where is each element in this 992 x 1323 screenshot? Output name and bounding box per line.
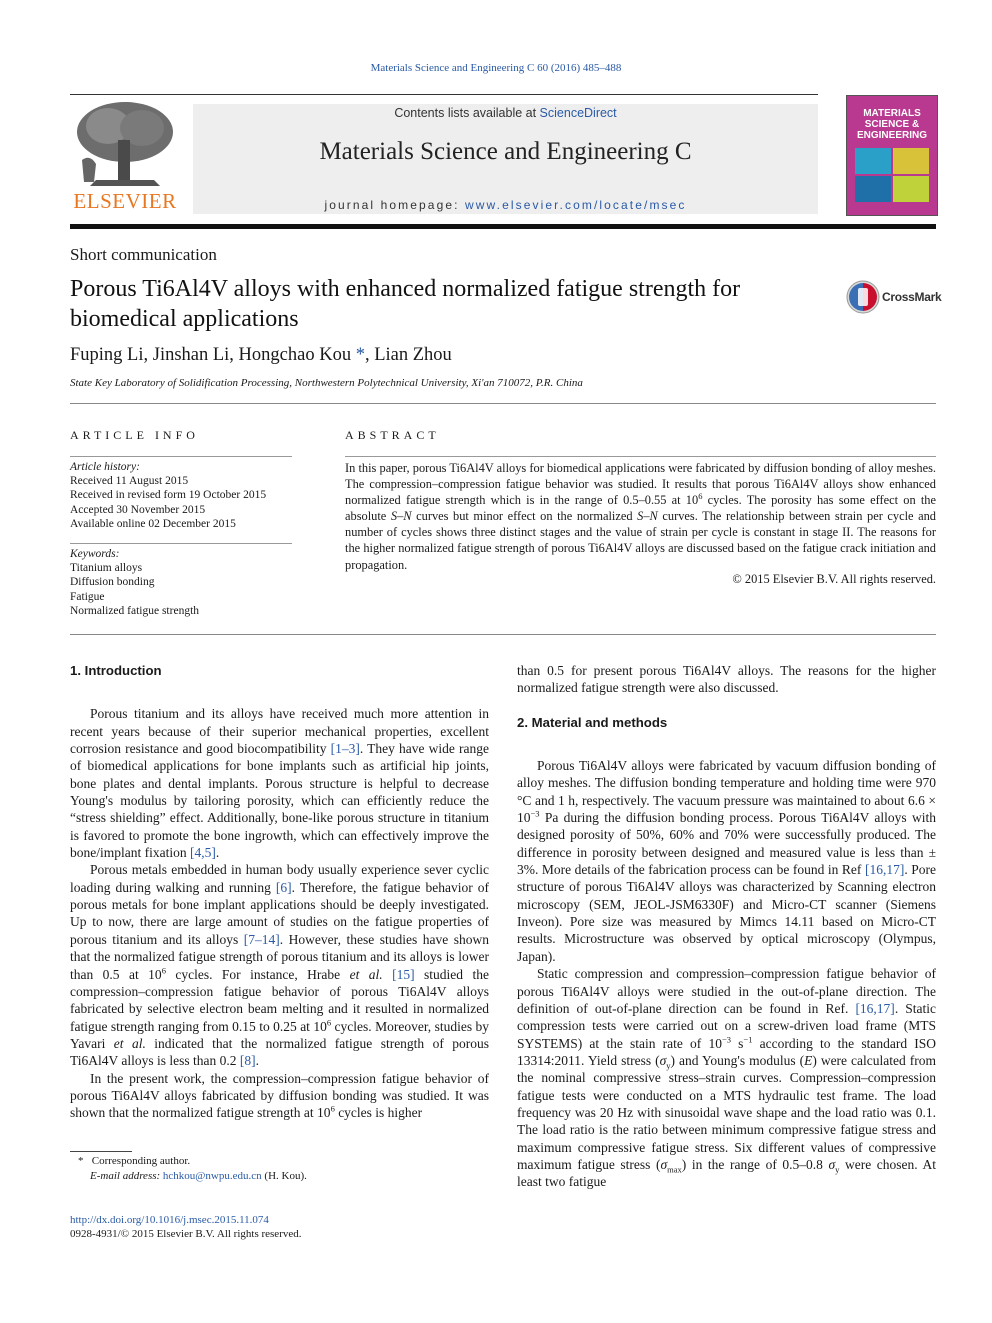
crossmark-badge[interactable] <box>846 280 942 314</box>
history-item: Accepted 30 November 2015 <box>70 503 206 516</box>
doi-link[interactable]: http://dx.doi.org/10.1016/j.msec.2015.11.074 <box>70 1214 269 1226</box>
crossmark-label: CrossMark <box>882 290 942 304</box>
body-column-right <box>517 662 936 1191</box>
citation-link[interactable]: [7–14] <box>243 931 280 947</box>
email-suffix: (H. Kou). <box>261 1170 307 1182</box>
body-column-left <box>70 662 489 1122</box>
keyword: Titanium alloys <box>70 562 143 575</box>
author-list <box>70 345 452 366</box>
citation-link[interactable]: [15] <box>392 966 415 982</box>
paragraph: than 0.5 for present porous Ti6Al4V alloys. The reasons for the higher normalized fatigue strength were also discussed. <box>517 663 936 696</box>
header-rule <box>70 94 818 95</box>
email-label: E-mail address: <box>90 1170 163 1182</box>
keyword: Fatigue <box>70 590 105 603</box>
corresponding-author-mark[interactable]: * <box>355 345 365 365</box>
journal-reference[interactable]: Materials Science and Engineering C 60 (2016) 485–488 <box>370 62 622 74</box>
paragraph: Porous Ti6Al4V alloys were fabricated by vacuum diffusion bonding of alloy meshes. The diffusion bonding temperature and holding time were 970 °C and 1 h, respectively. The vacuum pressure was maintained to about $6.6 \times 10^{-3}$ Pa during the diffusion bonding process. Porous Ti6Al4V alloys with designed porosity of 50%, 60% and 70% were successfully produced. The difference in porosity between designed and measured value is less than ± 3%. More details of the fabrication process can be found in Ref [16,17]. Pore structure of porous Ti6Al4V alloys was characterized by Scanning electron microscopy (SEM, JEOL-JSM6330F) and Micro-CT scanner (Siemens Inveon). Pore size was measured by Mimcs 14.11 based on Micro-CT results. Microstructure was observed by optical microscopy (Olympus, Japan). <box>517 758 937 964</box>
history-label: Article history: <box>70 461 140 473</box>
paragraph: Porous metals embedded in human body usually experience sever cyclic loading during walking and running [6]. Therefore, the fatigue behavior of porous metals for bone implant applications should be deeply investigated. Up to now, there are large amount of studies on the fatigue properties of porous titanium and its alloys [7–14]. However, these studies have shown that the normalized fatigue strength of porous titanium and its alloys is lower than 0.5 at $10^6$ cycles. For instance, Hrabe et al. [15] studied the compression–compression fatigue behavior of porous Ti6Al4V alloys fabricated by selective electron beam melting and it resulted in normalized fatigue strength ranging from 0.15 to 0.25 at $10^6$ cycles. Moreover, studies by Yavari et al. indicated that the normalized fatigue strength of porous Ti6Al4V alloys is less than 0.2 [8]. <box>70 862 490 1069</box>
homepage-line <box>193 198 818 212</box>
abstract-heading: ABSTRACT <box>345 428 440 442</box>
journal-name: Materials Science and Engineering C <box>319 138 692 165</box>
homepage-prefix: journal homepage: <box>324 198 465 212</box>
contents-prefix: Contents lists available at <box>394 106 540 120</box>
elsevier-tree-icon <box>70 100 180 192</box>
homepage-link[interactable]: www.elsevier.com/locate/msec <box>465 198 687 212</box>
corresponding-note: Corresponding author. <box>91 1155 191 1167</box>
authors-main: Fuping Li, Jinshan Li, Hongchao Kou <box>70 345 356 365</box>
affiliation: State Key Laboratory of Solidification Processing, Northwestern Polytechnical University, Xi'an 710072, P.R. China <box>70 377 583 389</box>
footnote-mark: * <box>78 1155 84 1167</box>
history-item: Received 11 August 2015 <box>70 475 189 488</box>
citation-link[interactable]: [8] <box>239 1053 256 1069</box>
section-heading: 1. Introduction <box>70 663 162 678</box>
keyword: Diffusion bonding <box>70 576 155 589</box>
divider <box>70 634 936 635</box>
keywords-label: Keywords: <box>70 548 120 560</box>
article-info-heading: ARTICLE INFO <box>70 428 199 442</box>
elsevier-logo <box>70 100 180 214</box>
paragraph: Porous titanium and its alloys have received much more attention in recent years because of their superior mechanical properties, excellent corrosion resistance and good biocompatibility [1–3]. They have wide range of biomedical applications for bone implants such as artificial hip joints, bone plates and dental implants. Porous structure is helpful to decrease Young's modulus by tailoring porosity, which can efficiently reduce the “stress shielding” effect. Additionally, bone-like porous structure in titanium is favored to promote the bone ingrowth, which can effectively improve the bone/implant fixation [4,5]. <box>70 706 489 861</box>
section-heading: 2. Material and methods <box>517 714 668 730</box>
issn-line: 0928-4931/© 2015 Elsevier B.V. All rights reserved. <box>70 1228 302 1240</box>
crossmark-icon <box>846 280 880 314</box>
authors-last: , Lian Zhou <box>364 345 452 365</box>
citation-link[interactable]: [1–3] <box>330 741 360 757</box>
footnote-rule <box>70 1151 132 1152</box>
divider <box>70 543 292 544</box>
email-link[interactable]: hchkou@nwpu.edu.cn <box>162 1170 262 1182</box>
abstract-text: In this paper, porous Ti6Al4V alloys for biomedical applications were fabricated by diffusion bonding of alloy meshes. The compression–compression fatigue behavior was studied. It results that porous Ti6Al4V alloys show enhanced normalized fatigue strength which is in the range of 0.5–0.55 at $10^6$ cycles. The porosity has some effect on the absolute S–N curves but minor effect on the normalized S–N curves. The relationship between strain per cycle and number of cycles shows three distinct stages and the value of strain per cycle is constant in stage II. The reasons for the higher normalized fatigue strength of porous Ti6Al4V alloys are discussed based on the fatigue crack initiation and propagation. <box>345 461 937 572</box>
article-history <box>70 460 266 531</box>
divider <box>345 456 936 457</box>
contents-line <box>193 106 818 120</box>
divider <box>70 456 292 457</box>
keyword: Normalized fatigue strength <box>70 604 200 617</box>
history-item: Available online 02 December 2015 <box>70 517 236 530</box>
citation-link[interactable]: [16,17] <box>855 1000 895 1016</box>
copyright: © 2015 Elsevier B.V. All rights reserved. <box>732 572 936 586</box>
divider <box>70 403 936 404</box>
cover-image <box>855 148 929 204</box>
journal-cover[interactable] <box>846 95 938 216</box>
cover-title: MATERIALS SCIENCE & ENGINEERING <box>856 108 927 141</box>
elsevier-wordmark: ELSEVIER <box>73 189 177 213</box>
citation-link[interactable]: [6] <box>275 879 292 895</box>
paragraph: Static compression and compression–compression fatigue behavior of porous Ti6Al4V alloys were studied in the out-of-plane direction. The definition of out-of-plane direction can be found in Ref. [16,17]. Static compression tests were carried out on a screw-driven load frame (MTS SYSTEMS) at the stain rate of $10^{-3}$ $s^{-1}$ according to the standard ISO 13314:2011. Yield stress $(\sigma_y)$ and Young's modulus (E) were calculated from the nominal compressive stress–strain curves. Compression–compression fatigue tests were conducted on a MTS hydraulic test frame. The load frequency was 20 Hz with sinusoidal wave shape and the load ratio was 0.1. The load ratio is the ratio between minimum compressive fatigue stress and maximum compressive fatigue stress. Six different values of compressive maximum fatigue stress $(\sigma_{max})$ in the range of 0.5–0.8 $\sigma_y$ were chosen. At least two fatigue <box>517 966 937 1190</box>
citation-link[interactable]: [4,5] <box>189 845 216 861</box>
footnote <box>70 1154 307 1184</box>
citation-link[interactable]: [16,17] <box>864 862 905 878</box>
header-thick-rule <box>70 224 936 229</box>
keywords <box>70 547 199 618</box>
article-title: Porous Ti6Al4V alloys with enhanced normalized fatigue strength for biomedical applications <box>70 276 741 332</box>
sciencedirect-link[interactable]: ScienceDirect <box>539 106 617 120</box>
paragraph: In the present work, the compression–compression fatigue behavior of porous Ti6Al4V alloys fabricated by diffusion bonding was studied. It was shown that the normalized fatigue strength at $10^6$ cycles is higher <box>70 1070 489 1121</box>
article-type: Short communication <box>70 245 217 264</box>
history-item: Received in revised form 19 October 2015 <box>70 489 267 502</box>
